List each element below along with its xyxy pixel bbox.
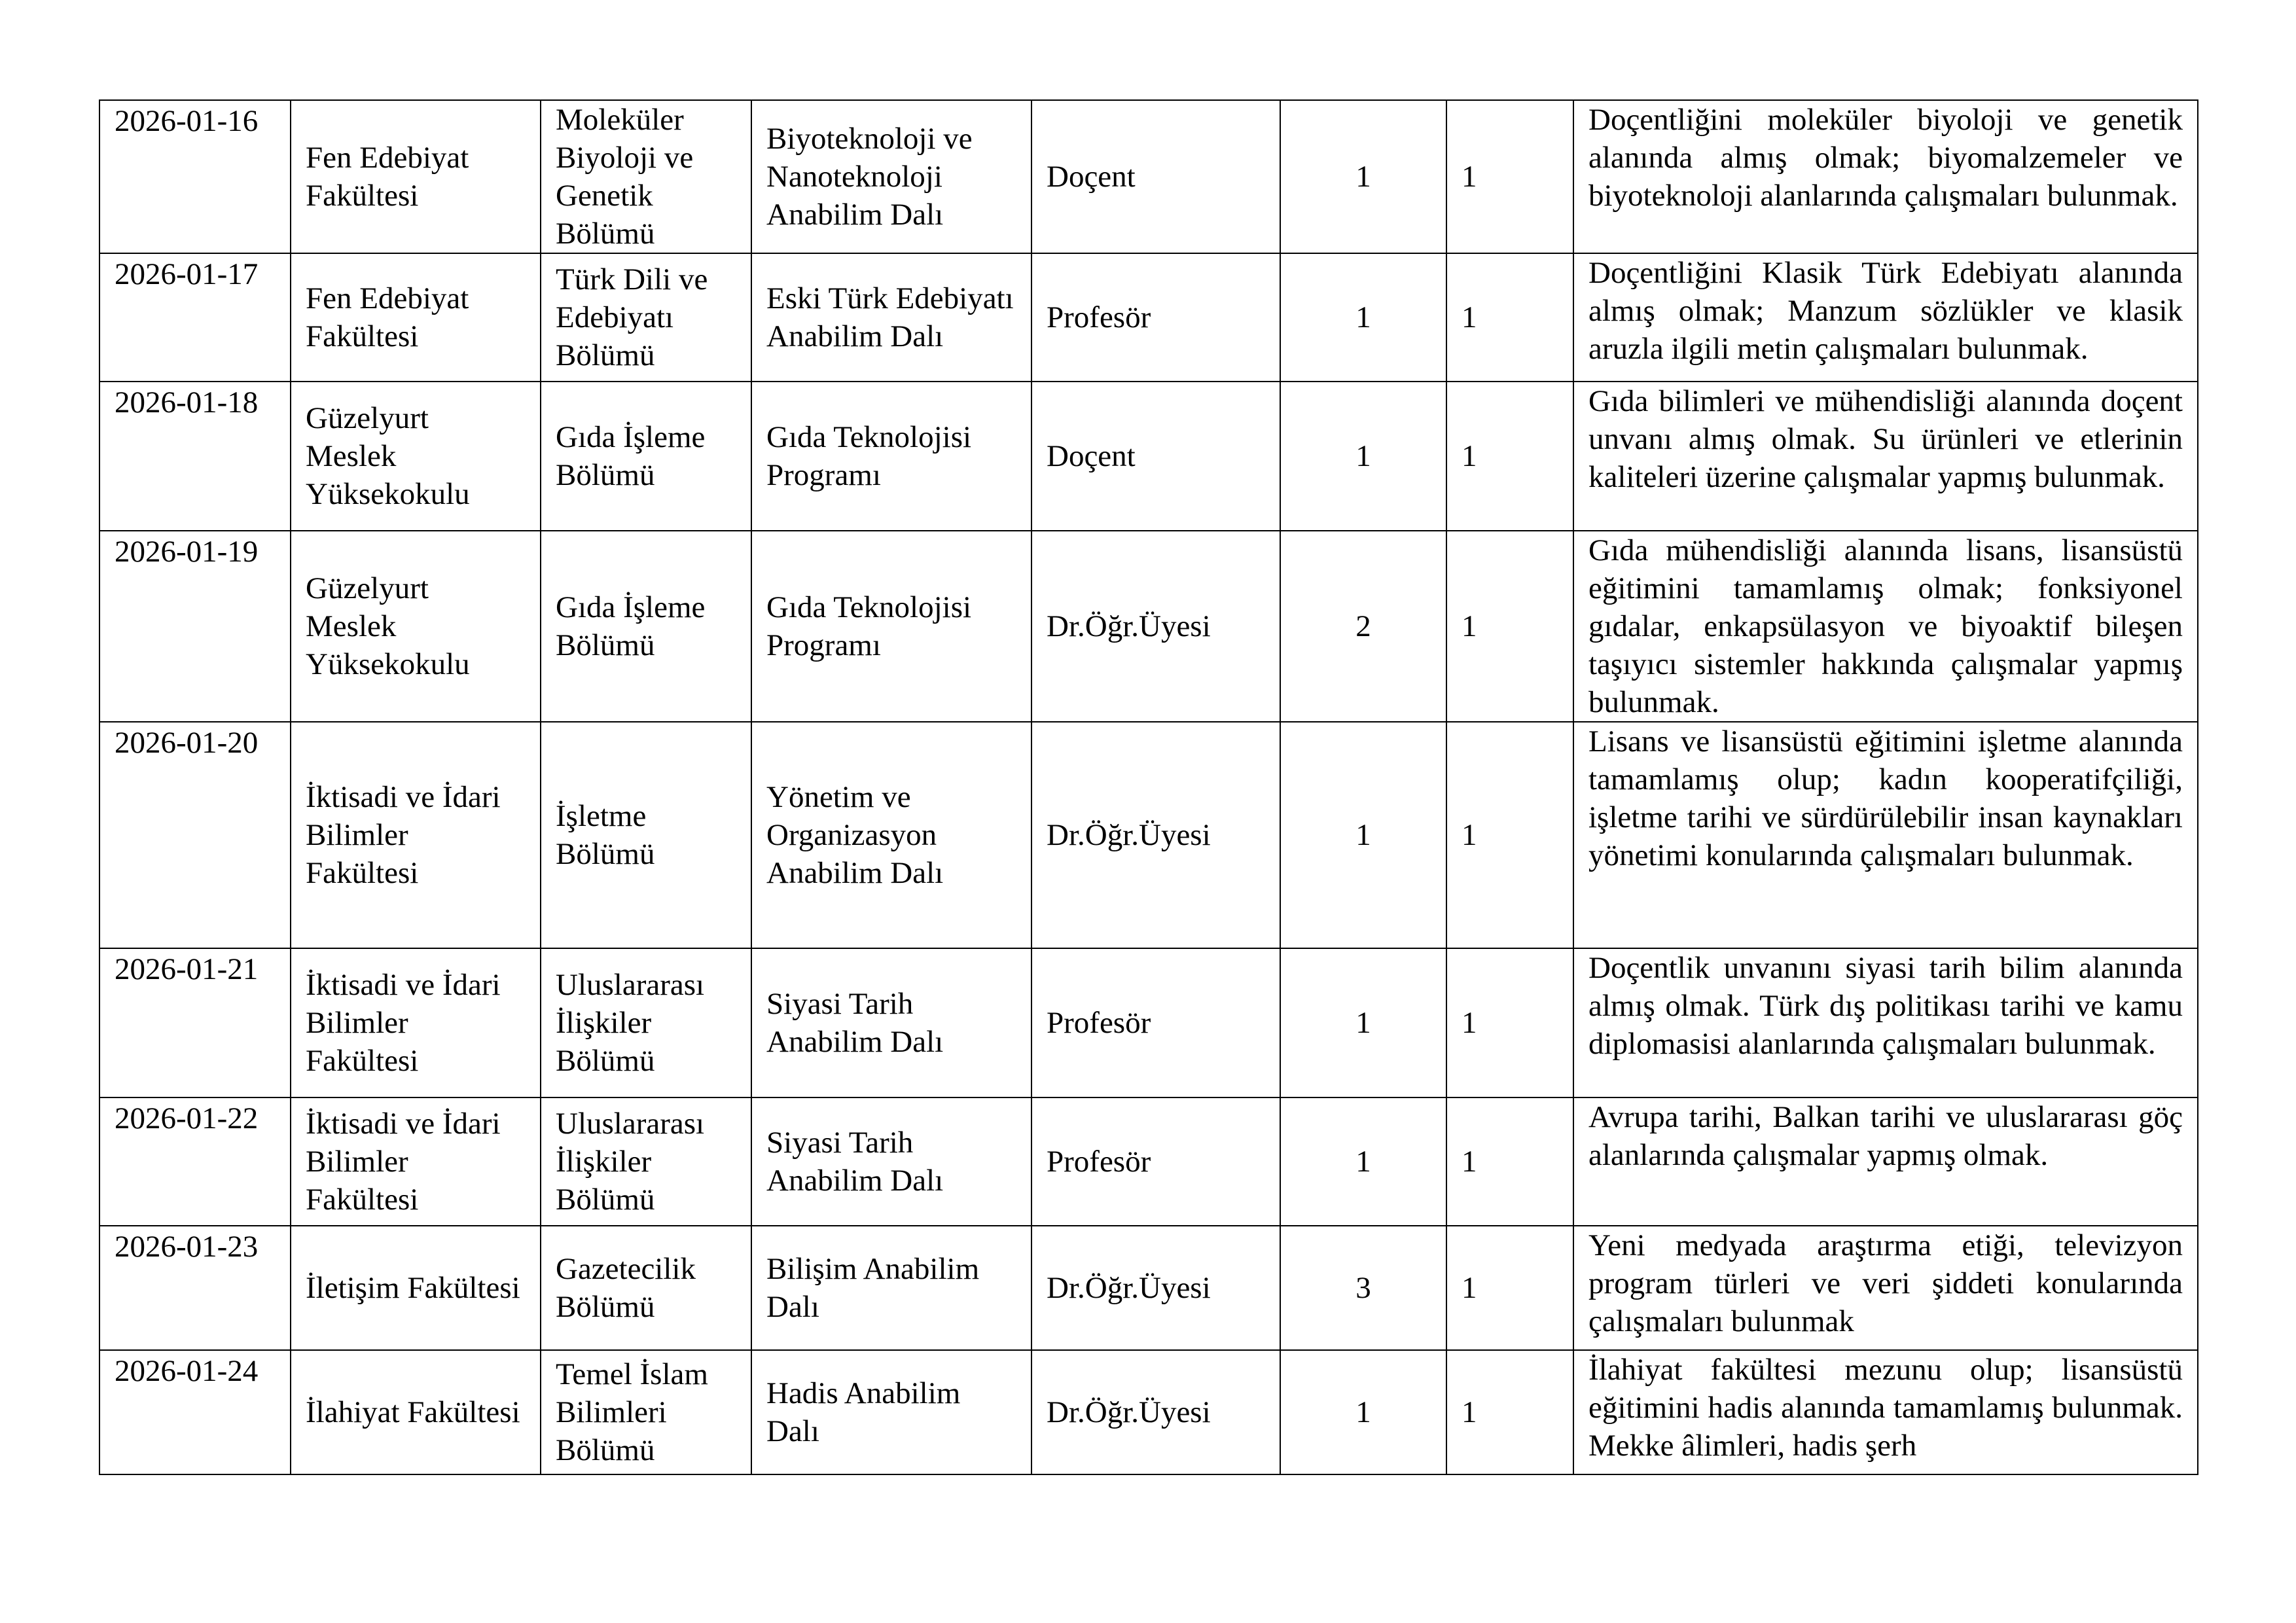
- cell-program: Bilişim Anabilim Dalı: [751, 1226, 1031, 1350]
- table-row: [99, 1226, 2198, 1350]
- cell-program: Siyasi Tarih Anabilim Dalı: [751, 1097, 1031, 1226]
- cell-title: Profesör: [1031, 253, 1280, 382]
- cell-date: 2026-01-24: [99, 1350, 291, 1474]
- cell-position-count: 1: [1280, 100, 1446, 253]
- cell-date: 2026-01-19: [99, 531, 291, 722]
- cell-department: Uluslararası İlişkiler Bölümü: [541, 948, 751, 1097]
- cell-requirements: Yeni medyada araştırma etiği, televizyon program türleri ve veri şiddeti konularında çalışmaları bulunmak: [1573, 1226, 2198, 1350]
- cell-department: Gazetecilik Bölümü: [541, 1226, 751, 1350]
- cell-faculty: İktisadi ve İdari Bilimler Fakültesi: [291, 1097, 541, 1226]
- cell-position-count: 1: [1280, 722, 1446, 948]
- cell-requirements: Doçentlik unvanını siyasi tarih bilim alanında almış olmak. Türk dış politikası tarihi ve kamu diplomasisi alanlarında çalışmaları bulunmak.: [1573, 948, 2198, 1097]
- cell-title: Profesör: [1031, 948, 1280, 1097]
- cell-degree: 1: [1446, 1350, 1573, 1474]
- cell-requirements: Avrupa tarihi, Balkan tarihi ve uluslararası göç alanlarında çalışmalar yapmış olmak.: [1573, 1097, 2198, 1226]
- cell-department: Gıda İşleme Bölümü: [541, 382, 751, 531]
- cell-date: 2026-01-20: [99, 722, 291, 948]
- cell-faculty: Güzelyurt Meslek Yüksekokulu: [291, 531, 541, 722]
- cell-title: Dr.Öğr.Üyesi: [1031, 1350, 1280, 1474]
- cell-degree: 1: [1446, 253, 1573, 382]
- cell-requirements: Lisans ve lisansüstü eğitimini işletme alanında tamamlamış olup; kadın kooperatifçiliği, işletme tarihi ve sürdürülebilir insan kaynakları yönetimi konularında çalışmaları bulunmak.: [1573, 722, 2198, 948]
- cell-requirements: Doçentliğini moleküler biyoloji ve genetik alanında almış olmak; biyomalzemeler ve biyoteknoloji alanlarında çalışmaları bulunmak.: [1573, 100, 2198, 253]
- table-body: [99, 100, 2198, 1474]
- cell-faculty: İktisadi ve İdari Bilimler Fakültesi: [291, 948, 541, 1097]
- cell-title: Dr.Öğr.Üyesi: [1031, 531, 1280, 722]
- cell-program: Yönetim ve Organizasyon Anabilim Dalı: [751, 722, 1031, 948]
- table-row: [99, 531, 2198, 722]
- cell-title: Dr.Öğr.Üyesi: [1031, 722, 1280, 948]
- cell-faculty: İlahiyat Fakültesi: [291, 1350, 541, 1474]
- cell-position-count: 1: [1280, 382, 1446, 531]
- table-row: [99, 1097, 2198, 1226]
- cell-position-count: 2: [1280, 531, 1446, 722]
- cell-degree: 1: [1446, 100, 1573, 253]
- cell-program: Eski Türk Edebiyatı Anabilim Dalı: [751, 253, 1031, 382]
- table-row: [99, 382, 2198, 531]
- cell-faculty: Güzelyurt Meslek Yüksekokulu: [291, 382, 541, 531]
- cell-faculty: İletişim Fakültesi: [291, 1226, 541, 1350]
- cell-date: 2026-01-16: [99, 100, 291, 253]
- cell-requirements: Gıda mühendisliği alanında lisans, lisansüstü eğitimini tamamlamış olmak; fonksiyonel gıdalar, enkapsülasyon ve biyoaktif bileşen taşıyıcı sistemler hakkında çalışmalar yapmış bulunmak.: [1573, 531, 2198, 722]
- cell-program: Siyasi Tarih Anabilim Dalı: [751, 948, 1031, 1097]
- cell-title: Doçent: [1031, 100, 1280, 253]
- cell-department: Temel İslam Bilimleri Bölümü: [541, 1350, 751, 1474]
- cell-program: Hadis Anabilim Dalı: [751, 1350, 1031, 1474]
- cell-degree: 1: [1446, 948, 1573, 1097]
- cell-position-count: 3: [1280, 1226, 1446, 1350]
- cell-position-count: 1: [1280, 948, 1446, 1097]
- cell-degree: 1: [1446, 722, 1573, 948]
- positions-table: [99, 99, 2198, 1475]
- cell-date: 2026-01-22: [99, 1097, 291, 1226]
- cell-date: 2026-01-23: [99, 1226, 291, 1350]
- cell-degree: 1: [1446, 531, 1573, 722]
- table-row: [99, 722, 2198, 948]
- cell-date: 2026-01-18: [99, 382, 291, 531]
- cell-title: Doçent: [1031, 382, 1280, 531]
- cell-date: 2026-01-17: [99, 253, 291, 382]
- cell-title: Dr.Öğr.Üyesi: [1031, 1226, 1280, 1350]
- table-row: [99, 948, 2198, 1097]
- cell-title: Profesör: [1031, 1097, 1280, 1226]
- cell-degree: 1: [1446, 382, 1573, 531]
- cell-department: Moleküler Biyoloji ve Genetik Bölümü: [541, 100, 751, 253]
- cell-faculty: Fen Edebiyat Fakültesi: [291, 100, 541, 253]
- table-row: [99, 100, 2198, 253]
- cell-department: İşletme Bölümü: [541, 722, 751, 948]
- cell-department: Uluslararası İlişkiler Bölümü: [541, 1097, 751, 1226]
- cell-program: Biyoteknoloji ve Nanoteknoloji Anabilim Dalı: [751, 100, 1031, 253]
- cell-position-count: 1: [1280, 1350, 1446, 1474]
- cell-requirements: Gıda bilimleri ve mühendisliği alanında doçent unvanı almış olmak. Su ürünleri ve etlerinin kaliteleri üzerine çalışmalar yapmış bulunmak.: [1573, 382, 2198, 531]
- cell-faculty: İktisadi ve İdari Bilimler Fakültesi: [291, 722, 541, 948]
- cell-position-count: 1: [1280, 1097, 1446, 1226]
- cell-requirements: Doçentliğini Klasik Türk Edebiyatı alanında almış olmak; Manzum sözlükler ve klasik aruzla ilgili metin çalışmaları bulunmak.: [1573, 253, 2198, 382]
- cell-program: Gıda Teknolojisi Programı: [751, 382, 1031, 531]
- cell-position-count: 1: [1280, 253, 1446, 382]
- cell-degree: 1: [1446, 1226, 1573, 1350]
- cell-degree: 1: [1446, 1097, 1573, 1226]
- cell-requirements: İlahiyat fakültesi mezunu olup; lisansüstü eğitimini hadis alanında tamamlamış bulunmak. Mekke âlimleri, hadis şerh: [1573, 1350, 2198, 1474]
- table-row: [99, 253, 2198, 382]
- cell-faculty: Fen Edebiyat Fakültesi: [291, 253, 541, 382]
- cell-program: Gıda Teknolojisi Programı: [751, 531, 1031, 722]
- cell-department: Türk Dili ve Edebiyatı Bölümü: [541, 253, 751, 382]
- cell-department: Gıda İşleme Bölümü: [541, 531, 751, 722]
- cell-date: 2026-01-21: [99, 948, 291, 1097]
- table-row: [99, 1350, 2198, 1474]
